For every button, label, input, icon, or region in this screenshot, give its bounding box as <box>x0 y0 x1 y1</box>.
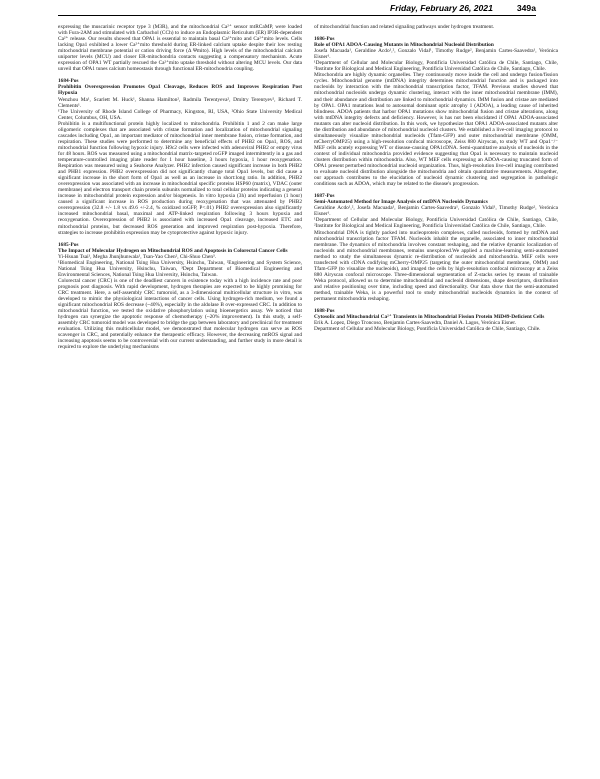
abstract-title: Semi-Automated Method for Image Analysis of mtDNA Nucleoids Dynamics <box>314 199 488 206</box>
abstract-continued-text: of mitochondrial function and related signaling pathways under hydrogen treatment. <box>314 24 495 30</box>
abstract-authors: Geraldine Acdo¹,², Josefa Macuada¹, Benjamin Cartes-Saavedra¹, Gonzalo Vidal¹, Timothy Rudge², Verónica Eisner¹. <box>314 205 558 218</box>
left-column <box>58 24 302 350</box>
abstract-affiliations: ¹Biomedical Engineering, National Tsing Hua University, Hsinchu, Taiwan, ²Engineering and System Science, National Tsing Hua University, Hsinchu, Taiwan, ³Dept Department of Biomedical Engineering and Environmental Sciences, National Tsing Hua University, Hsinchu, Taiwan. <box>58 259 302 278</box>
abstract-title: Cytosolic and Mitochondrial Ca²⁺ Transients in Mitochondrial Fission Protein MiD49-Deficient Cells <box>314 314 545 321</box>
abstract-1686 <box>314 36 558 187</box>
header-date: Friday, February 26, 2021 <box>390 2 493 13</box>
abstract-1688 <box>314 308 558 332</box>
abstract-number: 1684-Pos <box>58 78 79 85</box>
abstract-affiliations: Department of Cellular and Molecular Biology, Pontificia Universidad Católica de Chile, Santiago, Chile. <box>314 326 541 333</box>
abstract-title: Role of OPA1 ADOA-Causing Mutants in Mitochondrial Nucleoid Distribution <box>314 42 494 49</box>
abstract-continued-text: expressing the muscarinic receptor type 3 (M3R), and the mitochondrial Ca²⁺ sensor mtRCaMP, were loaded with Fura-2AM and stimulated with Carbachol (CCh) to induce an Endoplasmic Reticulum (ER) IP3R-dependent Ca²⁺ release. Our results showed that OPA1 is essential to maintain basal Ca²⁺mito and Ca²⁺mito levels. Cells lacking Opa1 exhibited a lower Ca²⁺mito threshold during ER-linked calcium uptake despite their low resting mitochondrial membrane potential or cation driving force (Δ Ψmito). High levels of the mitochondrial calcium uniporter levels (MCU) and closer ER-mitochondria contacts suggesting a compensatory mechanism. Acute expression of OPA1 WT partially rescued the Ca²⁺mito uptake threshold without altering MCU levels. Our data unveil that OPA1 tunes calcium homeostasis through functional ER-mitochondria coupling. <box>58 24 302 73</box>
abstract-number: 1685-Pos <box>58 241 79 248</box>
abstract-body: Mitochondria are highly dynamic organelles. They continuously move inside the cell and undergo fusion/fission cycles. Mitochondrial genome (mtDNA) integrity determines mitochondrial function and is packaged into nucleoids by interaction with the mitochondrial transcription factor, TFAM. Previous studies showed that mitochondrial nucleoids undergo dynamic clustering, interact with the inner mitochondrial membrane (IMM), and their abundance and distribution are linked to mitochondrial dynamics. IMM fusion and cristae are mediated by OPA1. OPA1 mutations lead to autosomal dominant optic atrophy 1 (ADOA), a leading cause of inherited blindness. ADOA patients that harbor OPA1 mutations show mitochondrial fusion and cristae alterations, along with mtDNA integrity defects and deficiency. However, is has not been elucidated if OPA1 ADOA-associated mutants can alter nucleoid distribution. In this work, we hypothesize that OPA1 ADOA-associated mutants alter the distribution and abundance of mitochondrial nucleoid clusters. We established a live-cell imaging protocol to simultaneously visualize mitochondrial nucleoids (Tfam-GFP) and outer mitochondrial membrane (OMM, mCherryOMP25) using a high-resolution confocal microscope, Zeiss 880 Airyscan, to study WT and Opa1⁻/⁻ MEF cells acutely expressing WT or disease-causing OPA1cDNA. Semi-quantitative analysis of nucleoids in the context of individual mitochondria provided evidence suggesting that Opa1 is necessary to maintain nucleoid clusters distribution within mitochondria. Also, WT MEF cells expressing an ADOA-causing truncated form of OPA1 present perturbed mitochondrial nucleoid organization. Thus, high-resolution live-cell imaging contributed to evaluate nucleoid distribution alongside the mitochondria and obtain quantitative measurements. Altogether, our approach contributes to the elucidation of nucleoid dynamic clustering and segregation in pathologic conditions such as ADOA, which may be related to the disease's progression. <box>314 72 558 188</box>
abstract-number: 1686-Pos <box>314 36 335 43</box>
page-number: 349a <box>516 2 536 13</box>
abstract-body: Colorectal cancer (CRC) is one of the deadliest cancers in existence today with a high incidence rate and poor prognosis post diagnosis. With rapid development, hydrogen therapies are expected to be highly promising for CRC treatment. Here, a self-assembly CRC tumoroid, as a 3-dimensional multicellular structure in vitro, was developed to mimic the physiological interactions of cancer cells. Using hydrogen-rich medium, we found a significant mitochondrial ROS decrease (~40%), especially in the aldolase B over-expressed CRC. In addition to mitochondrial function, we tested the oxidative phosphorylation using bioenergetics assay. We noticed that hydrogen can synergize the apoptotic response of chemotherapy (~20% improvement). In this study, a self-assembly CRC tumoroid model was developed to bridge the gap between laboratory and preclinical for treatment evaluation. Utilizing this multicellular model, we demonstrated that molecular hydrogen can serve as ROS scavenger in CRC, and potentially enhance the therapeutic efficacy. However, the decreasing mtROS signal and increasing apoptosis seems to be controversial with our current understanding, and further study in more detail is required to explore the underlying mechanisms <box>58 277 302 351</box>
abstract-1684 <box>58 78 302 235</box>
abstract-authors: Wenzhou Ma¹, Scarlett M. Huck¹, Shanna Hamilton², Radmila Terentyeva², Dmitry Terentyev², Richard T. Clements¹. <box>58 96 302 109</box>
abstract-1685 <box>58 242 302 351</box>
abstract-body: Mitochondrial DNA is tightly packed into nucleoprotein complexes, called nucleoids, formed by mtDNA and mitochondrial transcription factor TFAM. Nucleoids inhabit the organelle, associated to inner mitochondrial membrane. The dynamics of mitochondria involves constant reshaping, and the relative dynamic localization of nucleoids and mitochondrial membranes, remains unexplored.We applied a machine-learning semi-automated method to study the simultaneous dynamic re-distribution of nucleoids and mitochondria. MEF cells were transfected with cDNA codifying mCherry-OMP25 (targeting the outer mitochondrial membrane, OMM) and Tfam-GFP (to visualize the nucleoids), and imaged the cells by high-resolution confocal microscopy at a Zeiss 880 Airyscan confocal microscope. Three-dimensional segmentation of Z-stacks series by means of trainable Weka protocol, allowed us to determine mitochondrial and nucleoid dimensions, shape descriptors, distribution and relative positioning over time, including speed and directionality. Our data show that the semi-automated method, trainable Weka, is a powerful tool to study mitochondrial nucleoids dynamics in the context of permanent mitochondria reshaping. <box>314 229 558 303</box>
running-header <box>58 0 536 16</box>
abstract-title: The Impact of Molecular Hydrogen on Mitochondrial ROS and Apoptosis in Colorectal Cancer Cells <box>58 247 288 254</box>
abstract-number: 1687-Pos <box>314 193 335 200</box>
abstract-affiliations: ¹The University of Rhode Island College of Pharmacy, Kingston, RI, USA, ²Ohio State University Medical Center, Columbus, OH, USA. <box>58 108 302 121</box>
abstract-affiliations: ¹Department of Cellular and Molecular Biology, Pontificia Universidad Católica de Chile, Santiago, Chile, ²Institute for Biological and Medical Engineering, Pontificia Universidad Católica de Chile, Santiago, Chile. <box>314 217 558 230</box>
abstract-number: 1688-Pos <box>314 308 335 315</box>
right-column <box>314 24 558 332</box>
abstract-authors: Yi-Hsuan Tsai¹, Megha Jhunjhunwala¹, Tsan-Yao Chen², Chi-Shuo Chen³. <box>58 253 216 260</box>
abstract-body: Prohibitin is a multifunctional protein highly localized to mitochondria. Prohibitin 1 and 2 can make large oligomeric complexes that are associated with cristae formation and localization of mitochondrial signaling cascades including Opa1, an important mediator of mitochondrial inner membrane fusion, cristae formation, and respiration. These studies were performed to determine any beneficial effects of PHB2 on Opa1, ROS, and mitochondrial function following hypoxic injury. H9c2 cells were infected with adenoviral PHB2 or empty virus for 48 hours. ROS was measured using a mitochondrial matrix-targeted roGFP imaged intermittently in a gas and temperature-controlled imaging plate reader for 1 hour baseline, 3 hours hypoxia, 1 hour reoxygenation. Respiration was measured using a Seahorse Analyzer. PHB2 infection caused significant increase in both PHB2 and PHB1 expression. PHB2 overexpression did not significantly change total Opa1 levels, but did cause a significant increase in the short form of Opa1 as well as an increase in short:long ratio. In addition, PHB2 overexpression was associated with an increase in mitochondrial specific proteins HSP60 (matrix), VDAC (outer membrane) and electron transport chain protein subunits normalized to total cellular proteins indicating a general increase in mitochondrial protein expression and/or biogenesis. In vitro hypoxia (3h) and reperfusion (1 hour) caused a significant increase in ROS production during reoxygenation that was attenuated by PHB2 overexpression (32.8 +/- 1.8 vs 49.6 +/-2.4, % oxidized roGFP, P<.01) PHB2 overexpression also significantly increased mitochondrial basal, maximal and ATP-linked respiration following 3 hours hypoxia and reoxygenation. Overexpression of PHB2 is associated with increased Opa1 cleavage, increased ETC and mitochondrial proteins, but decreased ROS generation and improved respiration post-hypoxia. Therefore, strategies to increase prohibitin expression may be cytoprotective against hypoxic injury. <box>58 120 302 236</box>
abstract-title: Prohibitin Overexpression Promotes Opa1 Cleavage, Reduces ROS and Improves Respiration Post Hypoxia <box>58 84 302 97</box>
abstract-authors: Josefa Macuada¹, Geraldine Acdo¹,², Gonzalo Vidal¹, Timothy Rudge², Benjamin Cartes-Saavedra¹, Verónica Eisner¹. <box>314 48 558 61</box>
abstract-authors: Erik A. Lopez, Diego Troncoso, Benjamin Cartes-Saavedra, Daniel A. Lagos, Verónica Eisner. <box>314 320 517 327</box>
abstract-1687 <box>314 193 558 302</box>
abstract-affiliations: ¹Department of Cellular and Molecular Biology, Pontificia Universidad Católica de Chile, Santiago, Chile, ²Institute for Biological and Medical Engineering, Pontificia Universidad Católica de Chile, Santiago, Chile. <box>314 60 558 73</box>
